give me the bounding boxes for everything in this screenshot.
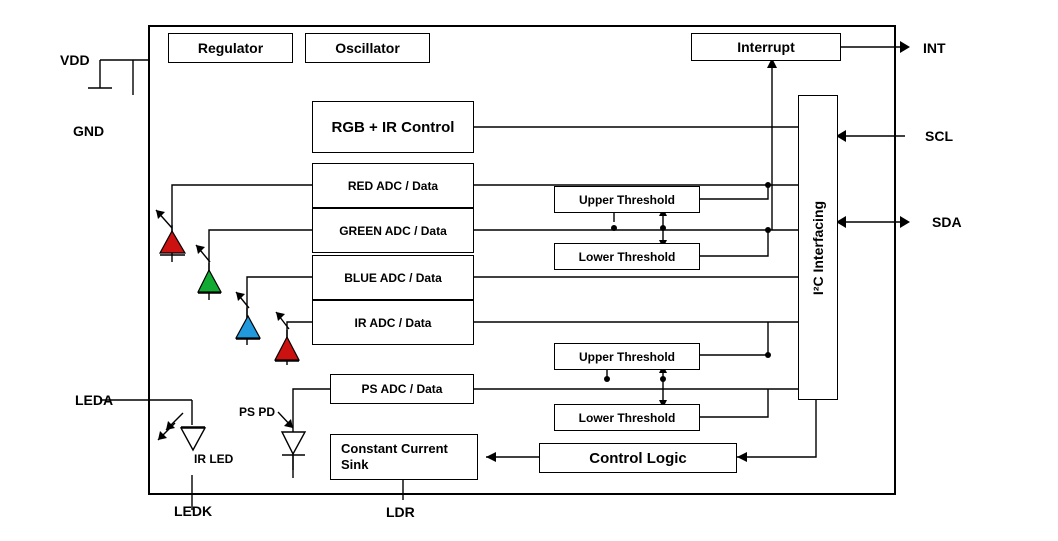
block-regulator[interactable] <box>168 33 293 63</box>
block-lower-threshold-ps-label: Lower Threshold <box>578 410 676 425</box>
block-lower-threshold-rgb[interactable] <box>554 243 700 270</box>
block-green-adc-label: GREEN ADC / Data <box>339 223 447 238</box>
block-i2c-interfacing[interactable] <box>798 95 838 400</box>
junction-dot <box>660 376 666 382</box>
junction-dot <box>611 225 617 231</box>
block-lower-threshold-rgb-label: Lower Threshold <box>578 249 676 264</box>
block-control-logic-label: Control Logic <box>589 449 687 467</box>
block-ps-adc-label: PS ADC / Data <box>361 382 443 396</box>
block-red-adc-label: RED ADC / Data <box>347 178 439 193</box>
block-ps-adc[interactable] <box>330 374 474 404</box>
block-i2c-interfacing-label: I²C Interfacing <box>810 200 826 295</box>
block-blue-adc-label: BLUE ADC / Data <box>344 270 442 285</box>
sda-output-arrow <box>900 216 910 228</box>
block-regulator-label: Regulator <box>197 40 264 56</box>
junction-dot <box>660 225 666 231</box>
int-output-arrow <box>900 41 910 53</box>
junction-dot <box>765 227 771 233</box>
block-ir-adc[interactable] <box>312 300 474 345</box>
junction-dot <box>765 182 771 188</box>
block-rgb-ir-control[interactable] <box>312 101 474 153</box>
block-upper-threshold-ps-label: Upper Threshold <box>578 349 675 364</box>
block-oscillator-label: Oscillator <box>335 40 400 56</box>
block-blue-adc[interactable] <box>312 255 474 300</box>
block-red-adc[interactable] <box>312 163 474 208</box>
pin-label-scl: SCL <box>925 128 953 144</box>
pin-label-leda: LEDA <box>75 392 114 408</box>
component-label-ps-pd: PS PD <box>239 405 276 419</box>
pin-label-ldr: LDR <box>386 504 415 520</box>
pin-label-vdd: VDD <box>60 52 90 68</box>
block-interrupt[interactable] <box>691 33 841 61</box>
block-lower-threshold-ps[interactable] <box>554 404 700 431</box>
block-ir-adc-label: IR ADC / Data <box>354 315 432 330</box>
block-green-adc[interactable] <box>312 208 474 253</box>
block-constant-current-sink[interactable] <box>330 434 478 480</box>
block-interrupt-label: Interrupt <box>737 39 795 55</box>
block-upper-threshold-rgb[interactable] <box>554 186 700 213</box>
junction-dot <box>765 352 771 358</box>
block-upper-threshold-ps[interactable] <box>554 343 700 370</box>
pin-label-ledk: LEDK <box>174 503 213 519</box>
block-rgb-ir-control-label: RGB + IR Control <box>331 118 455 136</box>
pin-label-gnd: GND <box>73 123 105 139</box>
block-oscillator[interactable] <box>305 33 430 63</box>
chip-boundary <box>148 25 896 495</box>
block-upper-threshold-rgb-label: Upper Threshold <box>578 192 675 207</box>
pin-label-int: INT <box>923 40 946 56</box>
pin-label-sda: SDA <box>932 214 962 230</box>
component-label-ir-led: IR LED <box>194 452 234 466</box>
block-constant-current-sink-label: Constant Current Sink <box>341 441 448 472</box>
block-control-logic[interactable] <box>539 443 737 473</box>
junction-dot <box>604 376 610 382</box>
